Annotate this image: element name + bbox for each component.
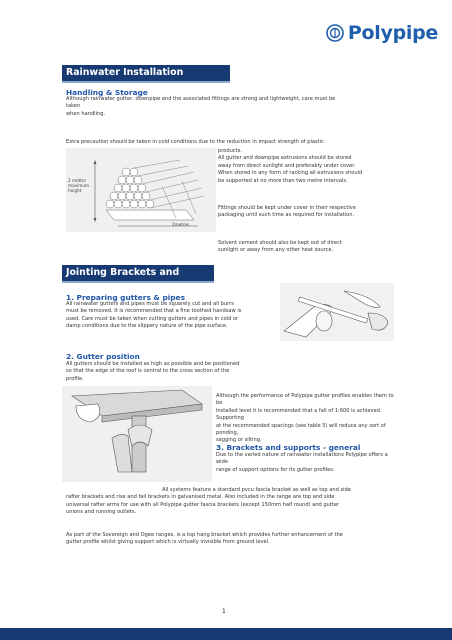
label-line: height xyxy=(68,188,82,193)
text-line: Solvent cement should also be kept out of direct xyxy=(218,240,342,246)
text-line: installed level it is recommended that a fall of 1:600 is achieved. Supporting xyxy=(216,407,382,422)
label-line: maximum xyxy=(68,183,90,188)
text-line: unions and running outlets. xyxy=(66,509,137,516)
text-line: must be removed. It is recommended that a fine toothed handsaw is xyxy=(66,308,242,315)
text-line: range of support options for its gutter profiles. xyxy=(216,466,335,473)
text-line: so that the edge of the roof is central to the cross section of the xyxy=(66,368,230,375)
heading-gutter-position: 2. Gutter position xyxy=(66,352,140,361)
text-line: when handling. xyxy=(66,110,106,117)
text-line: profile. xyxy=(66,375,84,382)
footer-band xyxy=(0,628,452,640)
label-line: 2 metter xyxy=(68,178,87,183)
text-line: Although the performance of Polypipe gutter profiles enables them to be xyxy=(216,393,394,407)
section-title-jointing: Jointing Brackets and Supports xyxy=(62,265,214,283)
page-number: 1 xyxy=(222,608,226,615)
text-line: at the recommended spacings (see table 5) will reduce any sort of ponding, xyxy=(216,422,386,437)
sovereign-paragraph xyxy=(66,532,406,547)
text-line: When stored in any form of racking all extrusions should xyxy=(218,170,363,177)
logo-text: Polypipe xyxy=(347,22,438,44)
text-line: rafter brackets and rise and fall brackets in galvanised metal. Also included in the range are top and side xyxy=(66,494,335,501)
text-line: Although rainwater gutter, downpipe and the associated fittings are strong and lightweight, care must be xyxy=(66,96,336,102)
storage-paragraph xyxy=(218,148,390,185)
text-line: sagging or silting. xyxy=(216,437,262,444)
heading-brackets: 3. Brackets and supports - general xyxy=(216,443,361,452)
text-line: Fittings should be kept under cover in their respective xyxy=(218,205,356,211)
gutter-position-illustration xyxy=(62,386,212,482)
fall-paragraph xyxy=(216,393,396,445)
heading-handling-storage: Handling & Storage xyxy=(66,88,148,97)
text-line: products. xyxy=(218,148,242,154)
text-line: sunlight or away from any other heat source. xyxy=(218,247,334,254)
text-line: used. Care must be taken when cutting gutters and pipes in cold or xyxy=(66,315,239,322)
stack-height-label xyxy=(68,178,89,193)
text-line: packaging until such time as required for installation. xyxy=(218,212,355,219)
stack-width-label: 2metres xyxy=(172,222,190,227)
fittings-paragraph xyxy=(218,205,390,220)
text-line: All gutter and downpipe extrusions should be stored xyxy=(218,155,352,162)
text-line: gutter profile whilst giving support which is virtually invisible from ground level. xyxy=(66,539,270,546)
text-line: As part of the Sovereign and Ogee ranges, is a top hang bracket which provides further enhancement of the xyxy=(66,532,343,538)
section-title-rainwater: Rainwater Installation xyxy=(62,65,230,83)
text-line: be supported at no more than two metre intervals. xyxy=(218,177,348,184)
solvent-paragraph xyxy=(218,240,390,255)
heading-preparing: 1. Preparing gutters & pipes xyxy=(66,293,185,302)
text-line: All systems feature a standard pvcu fascia bracket as well as top and side xyxy=(162,487,351,493)
cold-paragraph: Extra precaution should be taken in cold conditions due to the reduction in impact strength of plastic xyxy=(66,139,324,145)
text-line: All rainwater gutters and pipes must be squarely cut and all burrs xyxy=(66,301,234,307)
systems-paragraph xyxy=(66,487,396,517)
text-line: Due to the varied nature of rainwater installations Polypipe offers a wide xyxy=(216,452,388,466)
brackets-paragraph xyxy=(216,452,396,474)
position-paragraph xyxy=(66,361,276,383)
text-line: universal rafter arms for use with all Polypipe gutter fascia brackets (except 150mm half round) and gutter xyxy=(66,501,340,508)
saw-cutting-illustration xyxy=(280,283,394,341)
text-line: taken xyxy=(66,103,81,110)
polypipe-logo xyxy=(326,22,438,44)
text-line: All gutters should be installed as high as possible and be positioned xyxy=(66,361,240,367)
text-line: away from direct sunlight and preferably under cover. xyxy=(218,162,356,169)
preparing-paragraph xyxy=(66,301,276,331)
text-line: damp conditions due to the slippery nature of the pipe surface. xyxy=(66,323,228,330)
handling-paragraph xyxy=(66,96,396,118)
polypipe-logo-icon xyxy=(326,24,344,42)
